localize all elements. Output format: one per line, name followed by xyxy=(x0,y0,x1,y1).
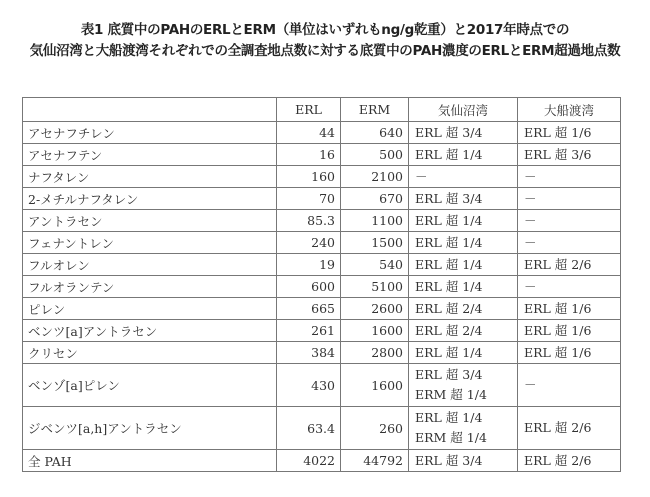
kesennuma-exceedance xyxy=(409,188,518,210)
table-row xyxy=(23,210,621,232)
erm-value: 2100 xyxy=(341,166,409,188)
kesennuma-exceedance-line: ERM 超 1/4 xyxy=(415,430,487,445)
table-row xyxy=(23,342,621,364)
kesennuma-exceedance-line: － xyxy=(415,168,428,184)
kesennuma-exceedance xyxy=(409,232,518,254)
ofunato-exceedance xyxy=(518,254,621,276)
kesennuma-exceedance-line: ERL 超 2/4 xyxy=(415,322,483,338)
erm-value: 1100 xyxy=(341,210,409,232)
erl-value: 44 xyxy=(277,122,341,144)
ofunato-exceedance xyxy=(518,450,621,472)
compound-name: ベンツ[a]アントラセン xyxy=(23,320,277,342)
ofunato-exceedance xyxy=(518,210,621,232)
ofunato-exceedance-line: ERL 超 3/6 xyxy=(524,146,592,162)
erl-value: 19 xyxy=(277,254,341,276)
compound-name: クリセン xyxy=(23,342,277,364)
header-blank xyxy=(23,98,277,122)
ofunato-exceedance-line: ERL 超 2/6 xyxy=(524,452,592,468)
table-row xyxy=(23,122,621,144)
erl-value: 70 xyxy=(277,188,341,210)
header-erl: ERL xyxy=(277,98,341,122)
kesennuma-exceedance-line: ERL 超 2/4 xyxy=(415,300,483,316)
compound-name: アントラセン xyxy=(23,210,277,232)
kesennuma-exceedance xyxy=(409,210,518,232)
compound-name: フェナントレン xyxy=(23,232,277,254)
table-row xyxy=(23,166,621,188)
ofunato-exceedance xyxy=(518,144,621,166)
compound-name: アセナフテン xyxy=(23,144,277,166)
compound-name: ベンゾ[a]ピレン xyxy=(23,364,277,407)
kesennuma-exceedance xyxy=(409,450,518,472)
ofunato-exceedance xyxy=(518,188,621,210)
ofunato-exceedance xyxy=(518,122,621,144)
ofunato-exceedance xyxy=(518,232,621,254)
kesennuma-exceedance xyxy=(409,320,518,342)
ofunato-exceedance-line: － xyxy=(524,377,537,392)
ofunato-exceedance-line: － xyxy=(524,234,537,250)
table-row xyxy=(23,407,621,450)
compound-name: アセナフチレン xyxy=(23,122,277,144)
header-erm: ERM xyxy=(341,98,409,122)
ofunato-exceedance xyxy=(518,364,621,407)
kesennuma-exceedance-line: ERL 超 3/4 xyxy=(415,124,483,140)
ofunato-exceedance-line: － xyxy=(524,190,537,206)
erm-value: 540 xyxy=(341,254,409,276)
kesennuma-exceedance xyxy=(409,144,518,166)
table-row xyxy=(23,188,621,210)
ofunato-exceedance xyxy=(518,276,621,298)
kesennuma-exceedance-line: ERL 超 1/4 xyxy=(415,212,483,228)
kesennuma-exceedance-line: ERL 超 1/4 xyxy=(415,344,483,360)
kesennuma-exceedance xyxy=(409,298,518,320)
erm-value: 44792 xyxy=(341,450,409,472)
erl-value: 600 xyxy=(277,276,341,298)
erl-value: 63.4 xyxy=(277,407,341,450)
erm-value: 260 xyxy=(341,407,409,450)
kesennuma-exceedance-line: ERL 超 1/4 xyxy=(415,256,483,272)
erl-value: 240 xyxy=(277,232,341,254)
kesennuma-exceedance xyxy=(409,342,518,364)
table-title-line-2: 気仙沼湾と大船渡湾それぞれでの全調査地点数に対する底質中のPAH濃度のERLとERM超過地点数 xyxy=(29,43,621,59)
kesennuma-exceedance xyxy=(409,254,518,276)
erm-value: 670 xyxy=(341,188,409,210)
kesennuma-exceedance-line: ERL 超 1/4 xyxy=(415,410,483,425)
table-row xyxy=(23,276,621,298)
kesennuma-exceedance-line: ERL 超 3/4 xyxy=(415,452,483,468)
compound-name: フルオランテン xyxy=(23,276,277,298)
kesennuma-exceedance-line: ERL 超 1/4 xyxy=(415,146,483,162)
table-row xyxy=(23,298,621,320)
header-ofunato: 大船渡湾 xyxy=(518,98,621,122)
table-row xyxy=(23,450,621,472)
ofunato-exceedance-line: ERL 超 2/6 xyxy=(524,420,592,435)
ofunato-exceedance xyxy=(518,342,621,364)
kesennuma-exceedance-line: ERL 超 3/4 xyxy=(415,190,483,206)
pah-table xyxy=(22,97,621,472)
kesennuma-exceedance-line: ERL 超 1/4 xyxy=(415,234,483,250)
ofunato-exceedance-line: ERL 超 1/6 xyxy=(524,322,592,338)
kesennuma-exceedance xyxy=(409,276,518,298)
ofunato-exceedance-line: － xyxy=(524,278,537,294)
compound-name: ピレン xyxy=(23,298,277,320)
ofunato-exceedance-line: － xyxy=(524,212,537,228)
erm-value: 1600 xyxy=(341,364,409,407)
erm-value: 2600 xyxy=(341,298,409,320)
compound-name: 全 PAH xyxy=(23,450,277,472)
ofunato-exceedance-line: ERL 超 1/6 xyxy=(524,124,592,140)
header-kesennuma: 気仙沼湾 xyxy=(409,98,518,122)
table-row xyxy=(23,232,621,254)
erl-value: 85.3 xyxy=(277,210,341,232)
table-row xyxy=(23,364,621,407)
erm-value: 5100 xyxy=(341,276,409,298)
erl-value: 160 xyxy=(277,166,341,188)
erl-value: 665 xyxy=(277,298,341,320)
kesennuma-exceedance xyxy=(409,364,518,407)
erm-value: 2800 xyxy=(341,342,409,364)
erm-value: 1500 xyxy=(341,232,409,254)
ofunato-exceedance xyxy=(518,407,621,450)
ofunato-exceedance xyxy=(518,320,621,342)
table-title-line-1: 表1 底質中のPAHのERLとERM（単位はいずれもng/g乾重）と2017年時点での xyxy=(80,22,570,38)
kesennuma-exceedance xyxy=(409,407,518,450)
compound-name: ナフタレン xyxy=(23,166,277,188)
erl-value: 261 xyxy=(277,320,341,342)
kesennuma-exceedance-line: ERL 超 3/4 xyxy=(415,367,483,382)
compound-name: ジベンツ[a,h]アントラセン xyxy=(23,407,277,450)
compound-name: 2-メチルナフタレン xyxy=(23,188,277,210)
ofunato-exceedance-line: ERL 超 1/6 xyxy=(524,300,592,316)
kesennuma-exceedance-line: ERL 超 1/4 xyxy=(415,278,483,294)
erl-value: 4022 xyxy=(277,450,341,472)
kesennuma-exceedance xyxy=(409,166,518,188)
erm-value: 500 xyxy=(341,144,409,166)
ofunato-exceedance xyxy=(518,166,621,188)
ofunato-exceedance-line: － xyxy=(524,168,537,184)
erm-value: 1600 xyxy=(341,320,409,342)
header-row xyxy=(23,98,621,122)
kesennuma-exceedance xyxy=(409,122,518,144)
table-row xyxy=(23,144,621,166)
table-row xyxy=(23,320,621,342)
table-row xyxy=(23,254,621,276)
ofunato-exceedance-line: ERL 超 2/6 xyxy=(524,256,592,272)
ofunato-exceedance xyxy=(518,298,621,320)
ofunato-exceedance-line: ERL 超 1/6 xyxy=(524,344,592,360)
erm-value: 640 xyxy=(341,122,409,144)
erl-value: 384 xyxy=(277,342,341,364)
erl-value: 16 xyxy=(277,144,341,166)
kesennuma-exceedance-line: ERM 超 1/4 xyxy=(415,387,487,402)
compound-name: フルオレン xyxy=(23,254,277,276)
erl-value: 430 xyxy=(277,364,341,407)
